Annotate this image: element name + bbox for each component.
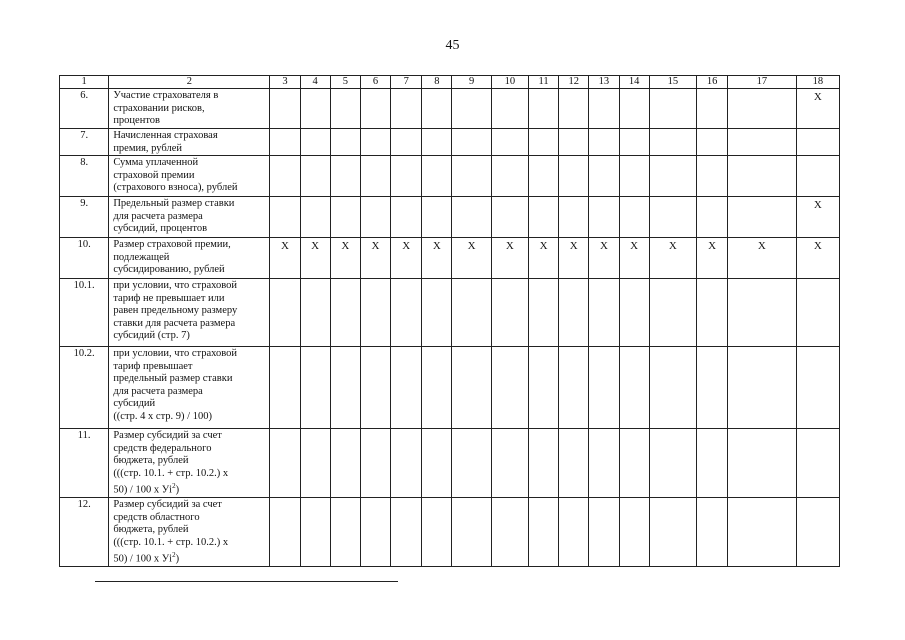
column-header-14: 14 xyxy=(619,76,649,89)
cell-col-6 xyxy=(360,156,390,197)
cell-col-7 xyxy=(391,156,422,197)
cell-col-15 xyxy=(649,498,696,567)
cell-col-7 xyxy=(391,279,422,347)
cell-col-5 xyxy=(330,129,360,156)
cell-col-15 xyxy=(649,429,696,498)
table-row xyxy=(60,197,840,238)
cell-col-12 xyxy=(559,429,589,498)
cell-col-15 xyxy=(649,129,696,156)
x-mark-cell: Х xyxy=(330,238,360,279)
column-header-7: 7 xyxy=(391,76,422,89)
description-line: субсидий xyxy=(113,398,156,409)
cell-col-3 xyxy=(270,347,300,429)
column-header-1: 1 xyxy=(60,76,109,89)
cell-col-16 xyxy=(697,347,728,429)
cell-col-9 xyxy=(452,129,491,156)
cell-col-4 xyxy=(300,279,330,347)
column-header-12: 12 xyxy=(559,76,589,89)
column-header-3: 3 xyxy=(270,76,300,89)
cell-col-4 xyxy=(300,197,330,238)
cell-col-11 xyxy=(528,498,558,567)
x-mark-cell: Х xyxy=(422,238,452,279)
cell-col-8 xyxy=(422,197,452,238)
cell-col-14 xyxy=(619,347,649,429)
x-mark-cell: Х xyxy=(270,238,300,279)
x-mark-cell: Х xyxy=(452,238,491,279)
column-header-5: 5 xyxy=(330,76,360,89)
column-header-13: 13 xyxy=(589,76,619,89)
description-line: средств федерального xyxy=(113,442,212,454)
cell-col-17 xyxy=(728,129,796,156)
data-table xyxy=(59,75,840,567)
cell-col-18 xyxy=(796,279,839,347)
column-header-18: 18 xyxy=(796,76,839,89)
x-mark-cell: Х xyxy=(796,238,839,279)
description-line: ((стр. 4 х стр. 9) / 100) xyxy=(113,410,212,422)
cell-col-9 xyxy=(452,156,491,197)
cell-col-16 xyxy=(697,156,728,197)
cell-col-17 xyxy=(728,429,796,498)
cell-col-12 xyxy=(559,197,589,238)
cell-col-8 xyxy=(422,279,452,347)
cell-col-7 xyxy=(391,498,422,567)
column-header-9: 9 xyxy=(452,76,491,89)
cell-col-10 xyxy=(491,129,528,156)
x-mark-cell: Х xyxy=(796,89,839,129)
cell-col-10 xyxy=(491,498,528,567)
description-line: бюджета, рублей xyxy=(113,455,189,466)
row-number: 8. xyxy=(60,156,109,197)
cell-col-3 xyxy=(270,197,300,238)
cell-col-4 xyxy=(300,156,330,197)
description-line: (страхового взноса), рублей xyxy=(113,182,238,193)
description-line: для расчета размера xyxy=(113,210,203,222)
cell-col-6 xyxy=(360,89,390,129)
table-row xyxy=(60,429,840,498)
description-line: при условии, что страховой xyxy=(113,280,238,291)
row-description xyxy=(109,498,270,567)
cell-col-13 xyxy=(589,498,619,567)
cell-col-8 xyxy=(422,89,452,129)
cell-col-14 xyxy=(619,156,649,197)
cell-col-6 xyxy=(360,498,390,567)
cell-col-8 xyxy=(422,347,452,429)
cell-col-3 xyxy=(270,89,300,129)
cell-col-7 xyxy=(391,429,422,498)
cell-col-9 xyxy=(452,279,491,347)
description-line: субсидий (стр. 7) xyxy=(113,330,190,341)
column-header-4: 4 xyxy=(300,76,330,89)
description-line: Начисленная страховая xyxy=(113,130,218,141)
description-line: Сумма уплаченной xyxy=(113,157,199,168)
column-header-10: 10 xyxy=(491,76,528,89)
cell-col-11 xyxy=(528,279,558,347)
cell-col-5 xyxy=(330,279,360,347)
x-mark-cell: Х xyxy=(360,238,390,279)
cell-col-11 xyxy=(528,197,558,238)
cell-col-3 xyxy=(270,279,300,347)
cell-col-11 xyxy=(528,156,558,197)
cell-col-7 xyxy=(391,129,422,156)
cell-col-15 xyxy=(649,89,696,129)
cell-col-5 xyxy=(330,347,360,429)
cell-col-9 xyxy=(452,498,491,567)
description-line: бюджета, рублей xyxy=(113,524,189,535)
column-header-16: 16 xyxy=(697,76,728,89)
cell-col-8 xyxy=(422,498,452,567)
description-line: подлежащей xyxy=(113,251,170,263)
cell-col-15 xyxy=(649,347,696,429)
cell-col-14 xyxy=(619,197,649,238)
cell-col-6 xyxy=(360,197,390,238)
cell-col-17 xyxy=(728,498,796,567)
cell-col-9 xyxy=(452,347,491,429)
row-description xyxy=(109,156,270,197)
cell-col-18 xyxy=(796,498,839,567)
cell-col-9 xyxy=(452,89,491,129)
cell-col-16 xyxy=(697,279,728,347)
column-header-17: 17 xyxy=(728,76,796,89)
table-row xyxy=(60,129,840,156)
cell-col-10 xyxy=(491,197,528,238)
x-mark-cell: Х xyxy=(728,238,796,279)
cell-col-13 xyxy=(589,347,619,429)
cell-col-10 xyxy=(491,347,528,429)
x-mark-cell: Х xyxy=(697,238,728,279)
description-line: предельный размер ставки xyxy=(113,373,233,384)
cell-col-4 xyxy=(300,498,330,567)
row-number: 9. xyxy=(60,197,109,238)
cell-col-14 xyxy=(619,498,649,567)
cell-col-16 xyxy=(697,197,728,238)
cell-col-11 xyxy=(528,129,558,156)
cell-col-14 xyxy=(619,89,649,129)
cell-col-11 xyxy=(528,347,558,429)
cell-col-16 xyxy=(697,429,728,498)
description-line: премия, рублей xyxy=(113,142,183,154)
cell-col-8 xyxy=(422,429,452,498)
x-mark-cell: Х xyxy=(619,238,649,279)
x-mark-cell: Х xyxy=(796,197,839,238)
row-description xyxy=(109,129,270,156)
description-line: средств областного xyxy=(113,511,200,523)
description-line: при условии, что страховой xyxy=(113,348,238,359)
table-row xyxy=(60,156,840,197)
row-description xyxy=(109,238,270,279)
x-mark-cell: Х xyxy=(559,238,589,279)
cell-col-6 xyxy=(360,279,390,347)
cell-col-9 xyxy=(452,429,491,498)
description-line: ставки для расчета размера xyxy=(113,317,236,329)
description-line: Участие страхователя в xyxy=(113,90,219,101)
header-row xyxy=(60,76,840,89)
row-number: 12. xyxy=(60,498,109,567)
description-line: для расчета размера xyxy=(113,385,203,397)
description-line: (((стр. 10.1. + стр. 10.2.) х xyxy=(113,536,229,548)
cell-col-15 xyxy=(649,279,696,347)
x-mark-cell: Х xyxy=(528,238,558,279)
cell-col-13 xyxy=(589,197,619,238)
cell-col-18 xyxy=(796,429,839,498)
row-description xyxy=(109,279,270,347)
x-mark-cell: Х xyxy=(300,238,330,279)
column-header-15: 15 xyxy=(649,76,696,89)
x-mark-cell: Х xyxy=(391,238,422,279)
table-row xyxy=(60,238,840,279)
cell-col-13 xyxy=(589,156,619,197)
cell-col-4 xyxy=(300,89,330,129)
cell-col-17 xyxy=(728,347,796,429)
description-line: Предельный размер ставки xyxy=(113,198,235,209)
description-line: процентов xyxy=(113,115,160,126)
cell-col-4 xyxy=(300,347,330,429)
cell-col-10 xyxy=(491,279,528,347)
cell-col-3 xyxy=(270,429,300,498)
cell-col-14 xyxy=(619,129,649,156)
cell-col-17 xyxy=(728,89,796,129)
cell-col-11 xyxy=(528,89,558,129)
cell-col-14 xyxy=(619,429,649,498)
cell-col-15 xyxy=(649,197,696,238)
x-mark-cell: Х xyxy=(649,238,696,279)
cell-col-17 xyxy=(728,279,796,347)
cell-col-7 xyxy=(391,347,422,429)
footnote-separator xyxy=(95,581,398,582)
description-line: 50) / 100 х $Уi^2$) xyxy=(113,551,180,565)
cell-col-4 xyxy=(300,429,330,498)
cell-col-17 xyxy=(728,156,796,197)
cell-col-5 xyxy=(330,156,360,197)
cell-col-5 xyxy=(330,498,360,567)
cell-col-11 xyxy=(528,429,558,498)
cell-col-12 xyxy=(559,347,589,429)
description-line: (((стр. 10.1. + стр. 10.2.) х xyxy=(113,467,229,479)
description-line: субсидированию, рублей xyxy=(113,264,225,275)
cell-col-14 xyxy=(619,279,649,347)
description-line: равен предельному размеру xyxy=(113,305,238,316)
row-number: 11. xyxy=(60,429,109,498)
cell-col-18 xyxy=(796,347,839,429)
cell-col-16 xyxy=(697,129,728,156)
table-row xyxy=(60,347,840,429)
description-line: страховой премии xyxy=(113,169,195,181)
x-mark-cell: Х xyxy=(589,238,619,279)
description-line: субсидий, процентов xyxy=(113,223,208,234)
cell-col-12 xyxy=(559,498,589,567)
row-description xyxy=(109,89,270,129)
row-number: 10. xyxy=(60,238,109,279)
cell-col-3 xyxy=(270,498,300,567)
cell-col-9 xyxy=(452,197,491,238)
cell-col-5 xyxy=(330,89,360,129)
cell-col-12 xyxy=(559,129,589,156)
row-number: 10.1. xyxy=(60,279,109,347)
cell-col-12 xyxy=(559,156,589,197)
cell-col-6 xyxy=(360,347,390,429)
description-line: страховании рисков, xyxy=(113,102,205,114)
table-row xyxy=(60,279,840,347)
description-line: Размер страховой премии, xyxy=(113,239,231,250)
cell-col-13 xyxy=(589,429,619,498)
description-line: тариф превышает xyxy=(113,360,193,372)
row-number: 6. xyxy=(60,89,109,129)
cell-col-3 xyxy=(270,129,300,156)
cell-col-12 xyxy=(559,279,589,347)
cell-col-10 xyxy=(491,429,528,498)
column-header-8: 8 xyxy=(422,76,452,89)
cell-col-8 xyxy=(422,156,452,197)
row-description xyxy=(109,347,270,429)
cell-col-5 xyxy=(330,197,360,238)
cell-col-17 xyxy=(728,197,796,238)
cell-col-7 xyxy=(391,89,422,129)
cell-col-18 xyxy=(796,129,839,156)
column-header-11: 11 xyxy=(528,76,558,89)
description-line: Размер субсидий за счет xyxy=(113,499,222,510)
column-header-6: 6 xyxy=(360,76,390,89)
cell-col-16 xyxy=(697,498,728,567)
description-line: 50) / 100 х $Уi^2$) xyxy=(113,482,180,496)
row-number: 10.2. xyxy=(60,347,109,429)
row-description xyxy=(109,429,270,498)
page-number: 45 xyxy=(445,38,460,53)
cell-col-6 xyxy=(360,129,390,156)
cell-col-13 xyxy=(589,129,619,156)
row-number: 7. xyxy=(60,129,109,156)
cell-col-3 xyxy=(270,156,300,197)
column-header-2: 2 xyxy=(109,76,270,89)
cell-col-18 xyxy=(796,156,839,197)
cell-col-15 xyxy=(649,156,696,197)
cell-col-5 xyxy=(330,429,360,498)
cell-col-8 xyxy=(422,129,452,156)
cell-col-6 xyxy=(360,429,390,498)
cell-col-13 xyxy=(589,89,619,129)
table-row xyxy=(60,498,840,567)
cell-col-4 xyxy=(300,129,330,156)
cell-col-7 xyxy=(391,197,422,238)
description-line: Размер субсидий за счет xyxy=(113,430,222,441)
cell-col-13 xyxy=(589,279,619,347)
cell-col-16 xyxy=(697,89,728,129)
cell-col-10 xyxy=(491,156,528,197)
cell-col-10 xyxy=(491,89,528,129)
table-row xyxy=(60,89,840,129)
x-mark-cell: Х xyxy=(491,238,528,279)
description-line: тариф не превышает или xyxy=(113,292,225,304)
cell-col-12 xyxy=(559,89,589,129)
row-description xyxy=(109,197,270,238)
